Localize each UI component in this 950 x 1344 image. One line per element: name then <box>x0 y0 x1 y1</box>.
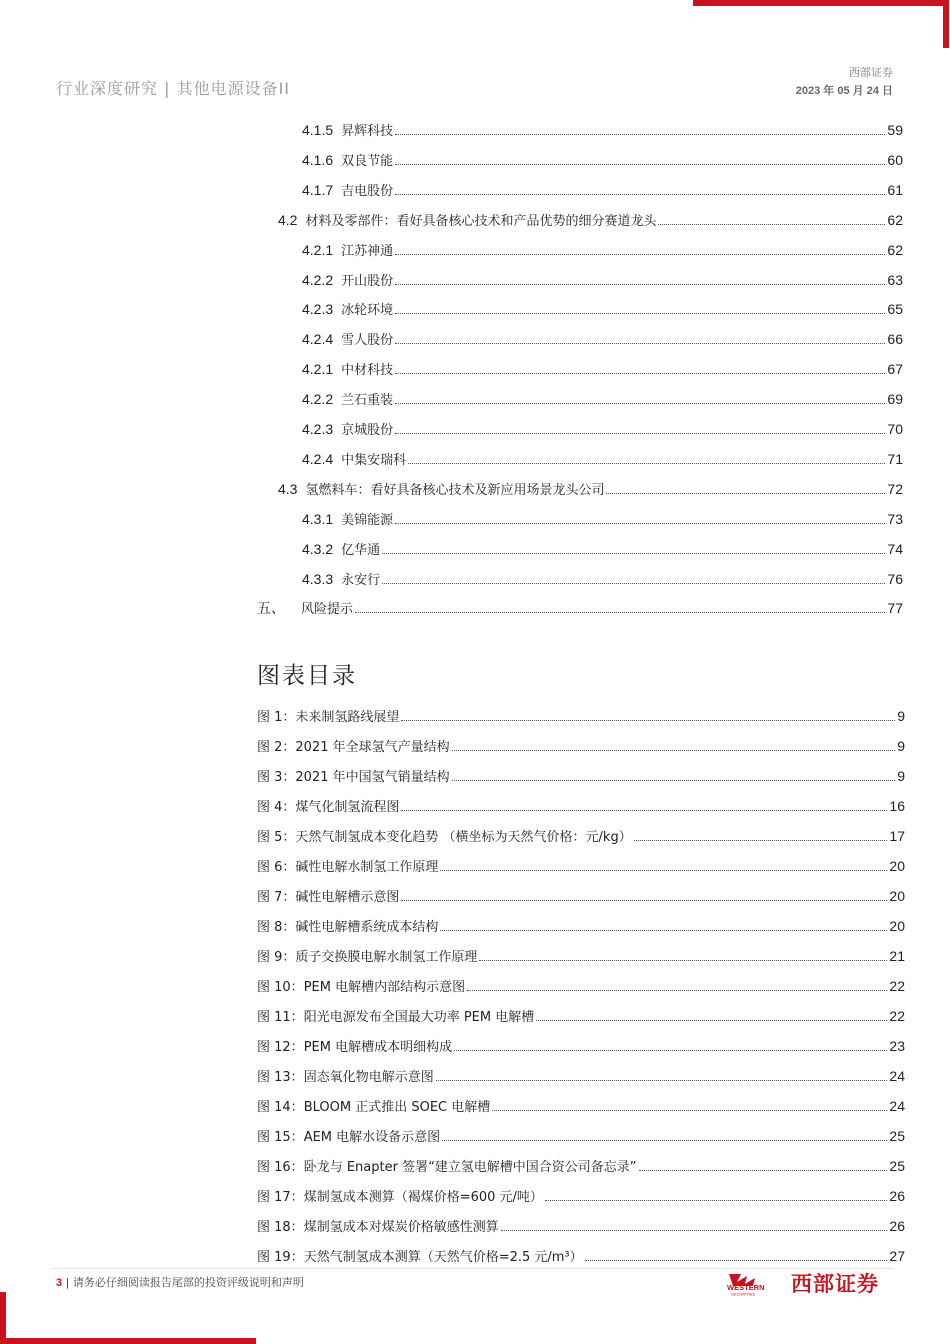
report-category: 行业深度研究 | 其他电源设备II <box>56 79 291 98</box>
dot-leader <box>395 193 885 195</box>
toc-entry[interactable] <box>302 120 903 140</box>
dot-leader <box>452 749 896 751</box>
figure-entry-label: 图 5： <box>257 830 296 845</box>
toc-entry-title: 美锦能源 <box>341 512 394 528</box>
dot-leader <box>492 1109 887 1111</box>
figure-entry-label: 图 1： <box>257 710 296 725</box>
company-logo <box>727 1268 907 1298</box>
dot-leader <box>606 492 885 494</box>
figure-entry-label: 图 19： <box>257 1250 304 1265</box>
figure-entry-title: 煤制氢成本对煤炭价格敏感性测算 <box>303 1220 499 1235</box>
dot-leader <box>395 312 885 314</box>
toc-entry-page: 71 <box>887 450 903 467</box>
toc-entry-title: 中材科技 <box>341 363 394 379</box>
figure-entry-title: 卧龙与 Enapter 签署“建立氢电解槽中国合资公司备忘录” <box>303 1160 637 1175</box>
figure-entry-page: 21 <box>889 948 905 964</box>
toc-entry[interactable] <box>278 479 903 499</box>
figure-entry[interactable] <box>257 886 905 906</box>
toc-entry-page: 66 <box>887 331 903 348</box>
dot-leader <box>658 223 885 225</box>
toc-entry[interactable] <box>302 419 903 439</box>
toc-entry-number: 4.3.1 <box>302 510 334 527</box>
figure-entry-page: 24 <box>889 1098 905 1114</box>
figure-entry-page: 25 <box>889 1128 905 1144</box>
figure-entry-label: 图 7： <box>257 890 296 905</box>
dot-leader <box>395 432 885 434</box>
figure-entry-label: 图 6： <box>257 860 296 875</box>
toc-entry-number: 4.1.7 <box>302 181 334 198</box>
figure-entry-page: 22 <box>889 978 905 994</box>
figure-entry-label: 图 10： <box>257 980 304 995</box>
dot-leader <box>395 402 885 404</box>
dot-leader <box>395 133 885 135</box>
dot-leader <box>639 1169 888 1171</box>
toc-entry[interactable] <box>302 539 903 559</box>
figure-entry-title: 质子交换膜电解水制氢工作原理 <box>295 950 478 965</box>
figure-entry-page: 23 <box>889 1038 905 1054</box>
figure-entry[interactable] <box>257 706 905 726</box>
figure-entry-page: 26 <box>889 1218 905 1234</box>
figure-entry-page: 9 <box>897 738 905 754</box>
figure-entry-title: 阳光电源发布全国最大功率 PEM 电解槽 <box>303 1010 535 1025</box>
figure-entry-label: 图 13： <box>257 1070 304 1085</box>
figure-entry-page: 22 <box>889 1008 905 1024</box>
dot-leader <box>401 899 887 901</box>
toc-entry-page: 65 <box>887 301 903 318</box>
figure-entry-title: PEM 电解槽内部结构示意图 <box>303 980 466 995</box>
figure-entry-label: 图 8： <box>257 920 296 935</box>
toc-entry[interactable] <box>302 509 903 529</box>
dot-leader <box>440 929 887 931</box>
figure-entry[interactable] <box>257 826 905 846</box>
toc-entry[interactable] <box>278 210 903 230</box>
figure-entry-page: 26 <box>889 1188 905 1204</box>
toc-entry-page: 77 <box>887 600 903 617</box>
toc-entry-number: 4.3.3 <box>302 570 334 587</box>
toc-entry-number: 4.2.4 <box>302 450 334 467</box>
dot-leader <box>442 1139 887 1141</box>
dot-leader <box>408 462 885 464</box>
toc-entry[interactable] <box>302 270 903 290</box>
footer-separator: | <box>65 1276 73 1289</box>
toc-entry-title: 氢燃料车：看好具备核心技术及新应用场景龙头公司 <box>305 482 605 498</box>
footer-notice <box>56 1274 304 1290</box>
figure-entry-title: 固态氧化物电解示意图 <box>303 1070 434 1085</box>
dot-leader <box>395 342 885 344</box>
logo-mark-subtext: SECURITIES <box>731 1291 756 1296</box>
toc-entry-title: 冰轮环境 <box>341 303 394 319</box>
figure-entry-label: 图 9： <box>257 950 296 965</box>
toc-entry-number: 4.2.2 <box>302 271 334 288</box>
figure-entry[interactable] <box>257 1006 905 1026</box>
toc-entry-number: 4.2.3 <box>302 421 334 437</box>
figure-entry-label: 图 3： <box>257 770 296 785</box>
dot-leader <box>395 522 885 524</box>
toc-entry-title: 雪人股份 <box>341 333 394 349</box>
figure-entry-title: 煤气化制氢流程图 <box>295 800 400 815</box>
figure-entry-label: 图 11： <box>257 1010 304 1025</box>
dot-leader <box>382 582 885 584</box>
toc-entry-title: 京城股份 <box>341 423 394 438</box>
toc-entry-number: 4.2.2 <box>302 391 334 408</box>
toc-entry-number: 4.2.3 <box>302 301 334 318</box>
figure-entry-label: 图 4： <box>257 800 296 815</box>
dot-leader <box>382 552 885 554</box>
decorative-corner-bottom <box>0 1292 256 1344</box>
figure-entry-page: 16 <box>889 798 905 814</box>
toc-entry-title: 中集安瑞科 <box>341 452 407 468</box>
toc-entry-title: 风险提示 <box>301 602 354 618</box>
toc-entry-page: 59 <box>887 122 903 138</box>
dot-leader <box>454 1049 887 1051</box>
toc-entry-page: 70 <box>887 421 903 437</box>
figure-entry[interactable] <box>257 1246 905 1266</box>
dot-leader <box>585 1259 888 1261</box>
dot-leader <box>355 611 885 613</box>
dot-leader <box>395 372 885 374</box>
figure-entry-title: 碱性电解水制氢工作原理 <box>295 860 439 875</box>
toc-entry-number: 4.2 <box>278 211 298 228</box>
dot-leader <box>452 779 896 781</box>
dot-leader <box>479 959 887 961</box>
decorative-corner-top <box>693 0 949 48</box>
dot-leader <box>467 989 887 991</box>
dot-leader <box>545 1199 888 1201</box>
dot-leader <box>440 869 887 871</box>
toc-entry-title: 兰石重装 <box>341 393 394 409</box>
toc-entry[interactable] <box>302 569 903 589</box>
dot-leader <box>501 1229 888 1231</box>
toc-entry-number: 4.1.5 <box>302 122 334 138</box>
figure-entry-page: 27 <box>889 1248 905 1264</box>
figure-entry[interactable] <box>257 1156 905 1176</box>
toc-entry-number: 五、 <box>257 600 285 617</box>
toc-entry[interactable] <box>302 180 903 200</box>
toc-entry-page: 60 <box>887 151 903 168</box>
figure-entry[interactable] <box>257 1096 905 1116</box>
figure-entry-title: 未来制氢路线展望 <box>295 710 400 725</box>
toc-entry-title: 亿华通 <box>341 542 381 558</box>
figure-entry-page: 9 <box>897 708 905 724</box>
figure-entry-page: 9 <box>897 768 905 784</box>
figure-entry-label: 图 17： <box>257 1190 304 1205</box>
toc-entry-title: 材料及零部件：看好具备核心技术和产品优势的细分赛道龙头 <box>305 213 657 229</box>
toc-entry-number: 4.3 <box>278 480 298 497</box>
logo-mark-text: WESTERN <box>727 1283 765 1292</box>
toc-entry-number: 4.2.1 <box>302 241 334 258</box>
toc-entry-page: 62 <box>887 241 903 258</box>
figure-entry-title: BLOOM 正式推出 SOEC 电解槽 <box>303 1100 491 1115</box>
figure-entry-title: 2021 年全球氢气产量结构 <box>295 740 450 755</box>
figure-entry-label: 图 12： <box>257 1040 304 1055</box>
figure-entry[interactable] <box>257 1216 905 1236</box>
toc-entry-title: 江苏神通 <box>341 243 394 259</box>
figure-entry-title: AEM 电解水设备示意图 <box>303 1130 441 1145</box>
toc-entry-page: 63 <box>887 271 903 288</box>
toc-entry-page: 67 <box>887 361 903 378</box>
toc-entry-title: 永安行 <box>341 572 381 588</box>
toc-entry[interactable] <box>302 359 903 379</box>
toc-entry-page: 69 <box>887 391 903 408</box>
figure-entry-page: 24 <box>889 1068 905 1084</box>
toc-entry-page: 72 <box>887 480 903 497</box>
figure-entry-title: 煤制氢成本测算（褐煤价格=600 元/吨） <box>303 1190 543 1205</box>
figure-entry[interactable] <box>257 976 905 996</box>
toc-entry-page: 74 <box>887 540 903 557</box>
toc-entry-page: 62 <box>887 211 903 228</box>
dot-leader <box>536 1019 887 1021</box>
figure-entry-title: 天然气制氢成本变化趋势 （横坐标为天然气价格：元/kg） <box>295 830 632 845</box>
toc-entry-number: 4.2.1 <box>302 361 334 378</box>
figure-entry-title: 2021 年中国氢气销量结构 <box>295 770 450 785</box>
figure-entry-label: 图 15： <box>257 1130 304 1145</box>
figure-entry-page: 20 <box>889 918 905 934</box>
figure-entry[interactable] <box>257 736 905 756</box>
figure-entry-title: 碱性电解槽示意图 <box>295 890 400 905</box>
figure-entry-title: 碱性电解槽系统成本结构 <box>295 920 439 935</box>
dot-leader <box>395 253 885 255</box>
figure-entry-label: 图 2： <box>257 740 296 755</box>
figure-entry-page: 25 <box>889 1158 905 1174</box>
figure-entry[interactable] <box>257 1036 905 1056</box>
toc-entry-page: 73 <box>887 510 903 527</box>
figure-entry[interactable] <box>257 766 905 786</box>
header-org: 西部证券 <box>849 66 893 79</box>
toc-entry-title: 双良节能 <box>341 153 394 169</box>
figure-entry[interactable] <box>257 1126 905 1146</box>
toc-entry[interactable] <box>302 329 903 349</box>
figures-section-title: 图表目录 <box>257 663 357 689</box>
figure-entry[interactable] <box>257 946 905 966</box>
figure-entry[interactable] <box>257 916 905 936</box>
dot-leader <box>395 283 885 285</box>
toc-entry[interactable] <box>302 240 903 260</box>
toc-entry[interactable] <box>302 449 903 469</box>
report-date: 2023 年 05 月 24 日 <box>795 85 893 97</box>
dot-leader <box>401 809 887 811</box>
logo-text: 西部证券 <box>791 1272 879 1296</box>
toc-entry[interactable] <box>257 598 903 618</box>
figure-entry[interactable] <box>257 856 905 876</box>
dot-leader <box>401 719 895 721</box>
figure-entry[interactable] <box>257 1186 905 1206</box>
toc-entry-number: 4.3.2 <box>302 540 334 557</box>
toc-entry-page: 61 <box>887 181 903 198</box>
figure-entry-page: 17 <box>889 828 905 844</box>
figure-entry-page: 20 <box>889 888 905 904</box>
figure-entry-title: PEM 电解槽成本明细构成 <box>303 1040 453 1055</box>
toc-entry[interactable] <box>302 389 903 409</box>
toc-entry-title: 开山股份 <box>341 273 394 289</box>
toc-entry-number: 4.2.4 <box>302 331 334 348</box>
disclaimer-text: 请务必仔细阅读报告尾部的投资评级说明和声明 <box>72 1276 304 1289</box>
figure-entry-label: 图 18： <box>257 1220 304 1235</box>
western-securities-mark-icon <box>727 1270 785 1296</box>
toc-entry-page: 76 <box>887 570 903 587</box>
header-right <box>796 64 893 100</box>
page-number: 3 <box>56 1277 63 1289</box>
toc-entry-title: 吉电股份 <box>341 183 394 199</box>
figure-entry[interactable] <box>257 1066 905 1086</box>
toc-entry[interactable] <box>302 299 903 319</box>
toc-entry-title: 昇辉科技 <box>341 124 394 139</box>
figure-entry-title: 天然气制氢成本测算（天然气价格=2.5 元/m³） <box>303 1250 583 1265</box>
dot-leader <box>634 839 888 841</box>
figure-entry-label: 图 16： <box>257 1160 304 1175</box>
toc-entry[interactable] <box>302 150 903 170</box>
figure-entry-label: 图 14： <box>257 1100 304 1115</box>
dot-leader <box>395 163 885 165</box>
dot-leader <box>436 1079 888 1081</box>
figure-entry-page: 20 <box>889 858 905 874</box>
figure-entry[interactable] <box>257 796 905 816</box>
toc-entry-number: 4.1.6 <box>302 151 334 168</box>
